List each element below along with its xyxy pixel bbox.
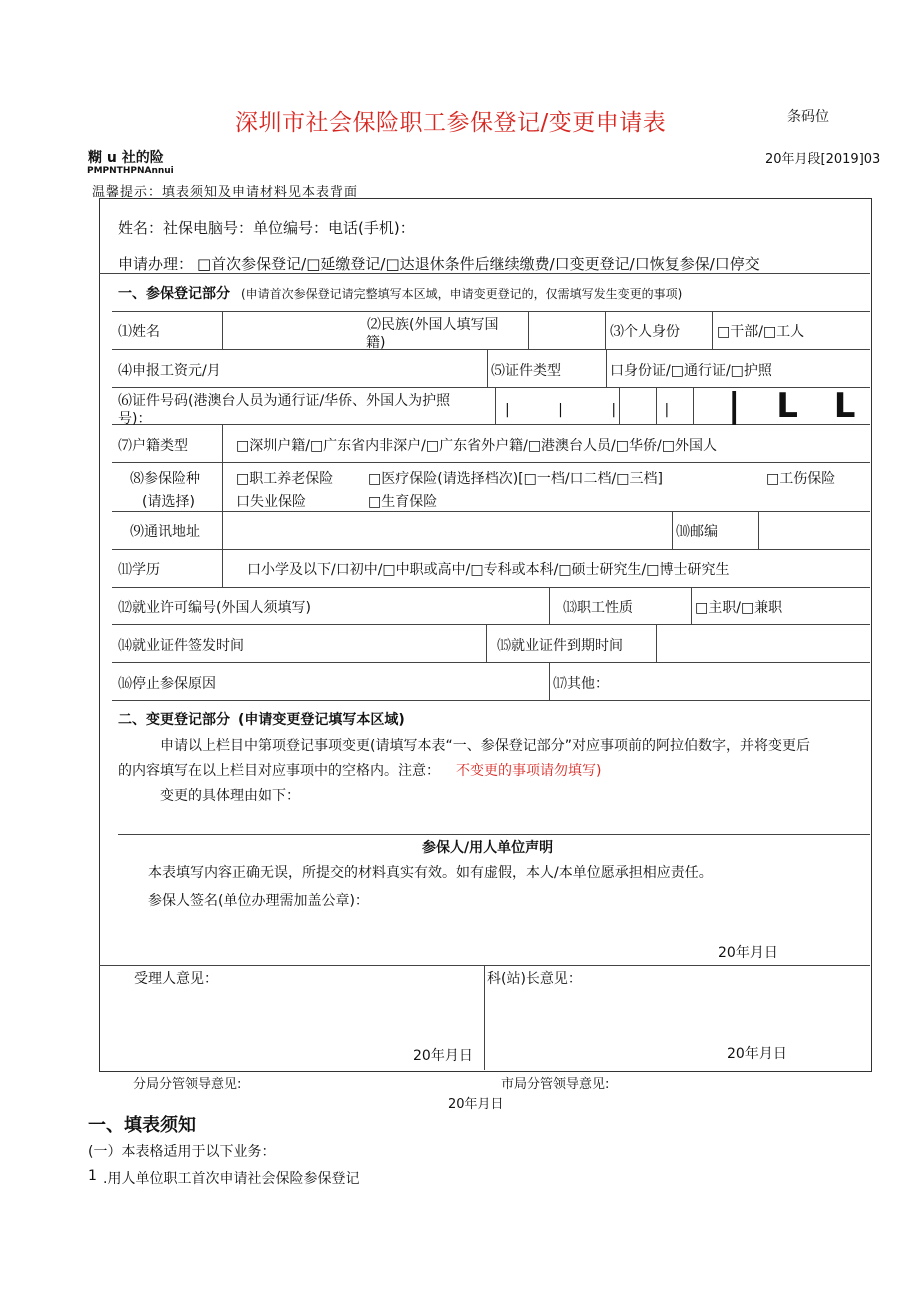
label-work-permit: ⑿就业许可编号(外国人须填写) bbox=[118, 600, 311, 616]
form-title: 深圳市社会保险职工参保登记/变更申请表 bbox=[235, 110, 667, 136]
declaration-text: 本表填写内容正确无误，所提交的材料真实有效。如有虚假，本人/本单位愿承担相应责任。 bbox=[148, 865, 713, 881]
label-id-number: ⑹证件号码(港澳台人员为通行证/华侨、外国人为护照 bbox=[118, 393, 451, 409]
basic-info-line[interactable]: 姓名：社保电脑号：单位编号：电话(手机)： bbox=[118, 219, 415, 237]
change-warning: 不变更的事项请勿填写) bbox=[456, 763, 602, 779]
grid-line bbox=[112, 311, 870, 312]
grid-line bbox=[549, 662, 550, 700]
label-ethnic: ⑵民族(外国人填写国 bbox=[367, 317, 499, 333]
receiver-opinion-label[interactable]: 受理人意见： bbox=[134, 971, 218, 987]
warm-tip: 温馨提示：填表须知及申请材料见本表背面 bbox=[92, 185, 359, 200]
label-other: ⒄其他： bbox=[553, 676, 609, 692]
grid-line bbox=[712, 311, 713, 349]
logo-text: 糊 u 社的险 bbox=[88, 150, 164, 166]
grid-line bbox=[112, 462, 870, 463]
grid-line bbox=[758, 511, 759, 549]
grid-line bbox=[112, 700, 870, 701]
option-medical[interactable]: □医疗保险(请选择档次)[□一档/口二档/□三档] bbox=[368, 471, 663, 487]
section2-title: 二、变更登记部分 bbox=[118, 712, 230, 728]
guide-title: 一、填表须知 bbox=[88, 1115, 196, 1136]
label-ethnic-cont: 籍) bbox=[366, 335, 386, 351]
logo-subtext: PMPNTHPNAnnui bbox=[87, 166, 174, 176]
change-instruction: 申请以上栏目中第项登记事项变更(请填写本表“一、参保登记部分”对应事项前的阿拉伯数字，并将变更后 bbox=[160, 738, 810, 754]
label-name: ⑴姓名 bbox=[118, 324, 160, 340]
id-number-marks: | | | | bbox=[505, 402, 692, 418]
grid-line bbox=[112, 662, 870, 663]
section2-note: (申请变更登记填写本区域) bbox=[238, 712, 405, 728]
label-insurance: ⑻参保险种 bbox=[130, 471, 200, 487]
grid-line bbox=[486, 624, 487, 662]
receiver-date: 20年月日 bbox=[413, 1048, 473, 1064]
option-maternity[interactable]: □生育保险 bbox=[368, 494, 438, 510]
grid-line bbox=[528, 311, 529, 349]
label-id-type: ⑸证件类型 bbox=[491, 363, 561, 379]
declaration-date: 20年月日 bbox=[718, 945, 778, 961]
grid-line bbox=[112, 349, 870, 350]
branch-leader-opinion: 分局分管领导意见: bbox=[133, 1077, 242, 1092]
grid-line bbox=[222, 549, 223, 587]
grid-line bbox=[606, 349, 607, 387]
label-employee-nature: ⒀职工性质 bbox=[563, 600, 633, 616]
chief-date: 20年月日 bbox=[727, 1046, 787, 1062]
grid-line bbox=[112, 624, 870, 625]
grid-line bbox=[691, 587, 692, 624]
label-stop-reason: ⒃停止参保原因 bbox=[118, 676, 216, 692]
grid-line bbox=[487, 349, 488, 387]
change-instruction-cont: 的内容填写在以上栏目对应事项中的空格内。注意： bbox=[118, 763, 440, 779]
grid-line bbox=[549, 587, 550, 624]
guide-item-number: 1 bbox=[88, 1168, 97, 1184]
city-leader-opinion: 市局分管领导意见: bbox=[501, 1077, 610, 1092]
signature-label[interactable]: 参保人签名(单位办理需加盖公章)： bbox=[148, 893, 369, 909]
id-number-big-marks: | L L bbox=[728, 386, 868, 426]
label-insurance-cont: (请选择) bbox=[142, 494, 195, 510]
change-reason-label[interactable]: 变更的具体理由如下： bbox=[160, 788, 300, 804]
document-number: 20年月段[2019]03 bbox=[765, 152, 881, 167]
id-type-options[interactable]: 口身份证/□通行证/□护照 bbox=[610, 363, 772, 379]
grid-line bbox=[112, 549, 870, 550]
grid-line bbox=[112, 587, 870, 588]
nature-options[interactable]: □主职/□兼职 bbox=[695, 600, 783, 616]
option-pension[interactable]: □职工养老保险 bbox=[236, 471, 334, 487]
option-unemployment[interactable]: 口失业保险 bbox=[236, 494, 306, 510]
grid-line bbox=[118, 834, 870, 835]
label-permit-expire: ⒂就业证件到期时间 bbox=[497, 638, 623, 654]
label-identity: ⑶个人身份 bbox=[610, 324, 680, 340]
grid-line bbox=[693, 387, 694, 424]
grid-line bbox=[495, 387, 496, 424]
label-wage: ⑷申报工资元/月 bbox=[118, 363, 221, 379]
guide-subtitle: (一）本表格适用于以下业务： bbox=[88, 1144, 276, 1160]
apply-label: 申请办理： bbox=[118, 255, 194, 273]
grid-line bbox=[672, 511, 673, 549]
label-household: ⑺户籍类型 bbox=[118, 438, 188, 454]
section1-note: (申请首次参保登记请完整填写本区域，申请变更登记的，仅需填写发生变更的事项) bbox=[241, 287, 683, 301]
identity-options[interactable]: □干部/□工人 bbox=[717, 324, 805, 340]
label-postcode: ⑽邮编 bbox=[676, 524, 718, 540]
grid-line bbox=[222, 311, 223, 349]
label-id-number-cont: 号)： bbox=[118, 411, 152, 427]
chief-opinion-label[interactable]: 科(站)长意见： bbox=[487, 971, 582, 987]
label-address: ⑼通讯地址 bbox=[130, 524, 200, 540]
grid-line bbox=[605, 311, 606, 349]
leader-date: 20年月日 bbox=[448, 1097, 504, 1112]
label-permit-issue: ⒁就业证件签发时间 bbox=[118, 638, 244, 654]
guide-item-1: .用人单位职工首次申请社会保险参保登记 bbox=[103, 1171, 360, 1187]
option-injury[interactable]: □工伤保险 bbox=[766, 471, 836, 487]
declaration-title: 参保人/用人单位声明 bbox=[422, 840, 554, 856]
apply-options[interactable]: □首次参保登记/□延缴登记/□达退休条件后继续缴费/口变更登记/口恢复参保/口停交 bbox=[197, 255, 760, 273]
grid-line bbox=[484, 965, 485, 1070]
section1-title: 一、参保登记部分 bbox=[118, 286, 230, 302]
label-education: ⑾学历 bbox=[118, 562, 160, 578]
household-options[interactable]: □深圳户籍/□广东省内非深户/□广东省外户籍/□港澳台人员/□华侨/□外国人 bbox=[236, 438, 717, 454]
grid-line bbox=[112, 511, 870, 512]
grid-line bbox=[656, 624, 657, 662]
grid-line bbox=[222, 424, 223, 549]
education-options[interactable]: 口小学及以下/口初中/□中职或高中/□专科或本科/□硕士研究生/□博士研究生 bbox=[247, 562, 730, 578]
barcode-placeholder: 条码位 bbox=[787, 109, 829, 125]
